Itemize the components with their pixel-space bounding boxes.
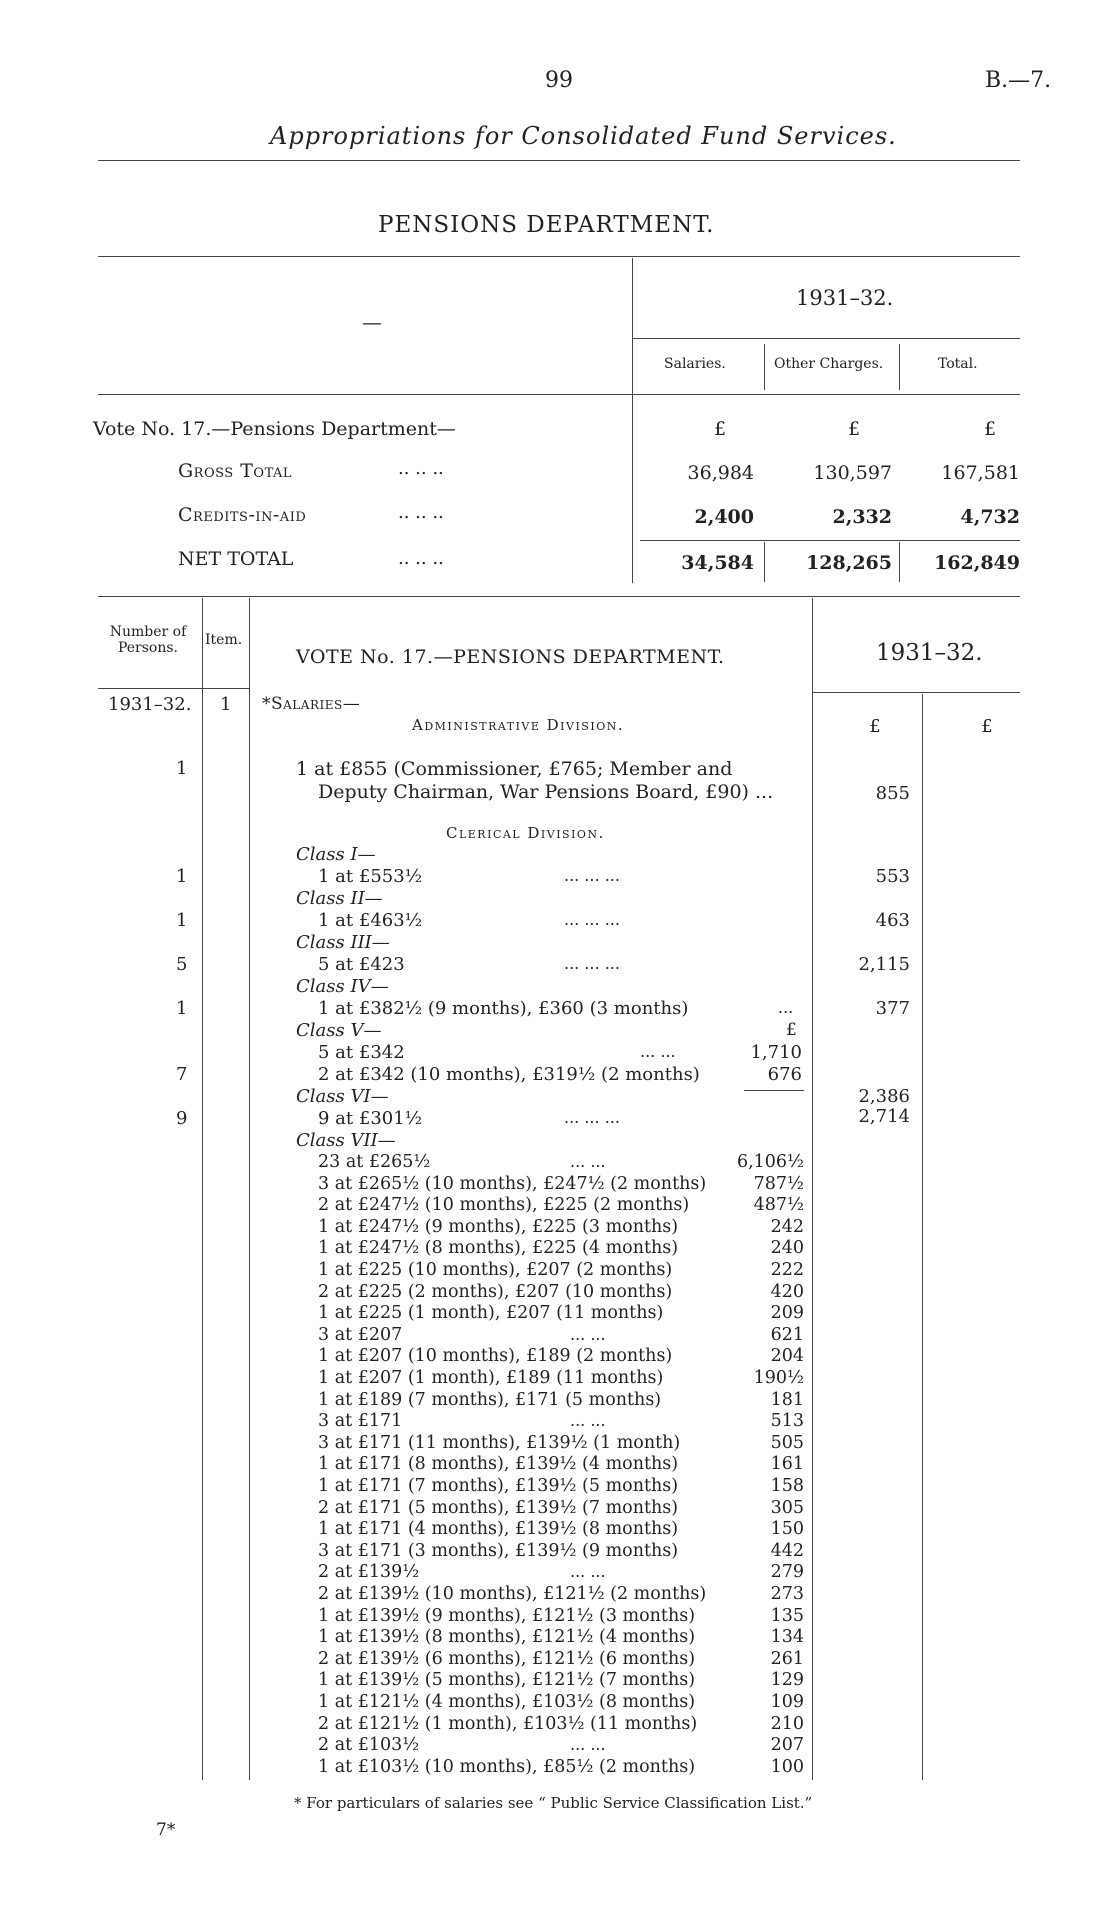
class-vii-line: 2 at £103½: [318, 1735, 420, 1755]
class-vii-sub-amount: 150: [770, 1519, 804, 1539]
gross-total-dots: .. .. ..: [398, 458, 444, 479]
clerical-division-heading: Clerical Division.: [446, 824, 605, 842]
administrative-division-heading: Administrative Division.: [412, 716, 625, 734]
class-i-label: Class I—: [296, 844, 376, 865]
persons-col-divider: [202, 598, 203, 1780]
currency-other: £: [847, 418, 861, 440]
class-vii-line: 2 at £139½: [318, 1562, 420, 1582]
class-vii-sub-amount: 209: [770, 1303, 804, 1323]
total-col-divider: [922, 694, 923, 1780]
class-iv-label: Class IV—: [296, 976, 389, 997]
col-divider-2: [899, 344, 900, 390]
class-i-dots: ... ... ...: [564, 866, 620, 885]
item-col-divider: [249, 598, 250, 1780]
class-vii-sub-amount: 420: [770, 1282, 804, 1302]
class-vii-dots: ... ...: [570, 1562, 606, 1581]
class-vi-label: Class VI—: [296, 1086, 389, 1107]
class-vii-sub-amount: 279: [770, 1562, 804, 1582]
gross-total-total: 167,581: [941, 462, 1020, 484]
class-vii-line: 1 at £207 (1 month), £189 (11 months): [318, 1368, 664, 1388]
class-ii-dots: ... ... ...: [564, 910, 620, 929]
col-divider-1: [764, 344, 765, 390]
class-iii-label: Class III—: [296, 932, 390, 953]
class-ii-amount: 463: [875, 910, 910, 931]
class-vii-dots: ... ...: [570, 1325, 606, 1344]
currency-total: £: [983, 418, 997, 440]
class-v-amount: 2,386: [858, 1086, 910, 1107]
class-vii-line: 1 at £189 (7 months), £171 (5 months): [318, 1390, 662, 1410]
class-vii-dots: ... ...: [570, 1735, 606, 1754]
summary-year: 1931–32.: [796, 286, 894, 310]
class-vii-sub-amount: 487½: [753, 1195, 804, 1215]
class-vii-dots: ... ...: [570, 1152, 606, 1171]
class-v-line-2: 2 at £342 (10 months), £319½ (2 months): [318, 1064, 700, 1085]
currency-amount: £: [869, 716, 881, 737]
class-iii-dots: ... ... ...: [564, 954, 620, 973]
class-iv-line: 1 at £382½ (9 months), £360 (3 months): [318, 998, 689, 1019]
class-vii-line: 23 at £265½: [318, 1152, 431, 1172]
class-vii-line: 2 at £121½ (1 month), £103½ (11 months): [318, 1714, 698, 1734]
gross-total-salaries: 36,984: [687, 462, 754, 484]
class-vii-sub-amount: 161: [770, 1454, 804, 1474]
class-vii-sub-amount: 158: [770, 1476, 804, 1496]
class-vii-line: 3 at £171 (11 months), £139½ (1 month): [318, 1433, 681, 1453]
class-vii-line: 3 at £171: [318, 1411, 403, 1431]
col-other-charges: Other Charges.: [774, 356, 884, 372]
class-vii-line: 1 at £247½ (8 months), £225 (4 months): [318, 1238, 679, 1258]
class-vii-sub-amount: 210: [770, 1714, 804, 1734]
class-vii-line: 1 at £139½ (8 months), £121½ (4 months): [318, 1627, 696, 1647]
net-col-divider-2: [899, 542, 900, 582]
class-vii-sub-amount: 109: [770, 1692, 804, 1712]
summary-header-rule: [98, 394, 1020, 395]
class-vii-sub-amount: 6,106½: [736, 1152, 804, 1172]
class-iv-persons: 1: [176, 998, 188, 1019]
credits-in-aid-other: 2,332: [832, 506, 892, 528]
class-vii-line: 1 at £207 (10 months), £189 (2 months): [318, 1346, 673, 1366]
class-iii-persons: 5: [176, 954, 188, 975]
class-vii-line: 1 at £171 (8 months), £139½ (4 months): [318, 1454, 679, 1474]
header-rule: [98, 160, 1020, 161]
class-vii-sub-amount: 190½: [753, 1368, 804, 1388]
class-vii-sub-amount: 134: [770, 1627, 804, 1647]
credits-in-aid-salaries: 2,400: [694, 506, 754, 528]
class-v-persons: 7: [176, 1064, 188, 1085]
class-vii-sub-amount: 621: [770, 1325, 804, 1345]
class-v-currency: £: [786, 1020, 797, 1040]
class-ii-label: Class II—: [296, 888, 383, 909]
class-vii-sub-amount: 305: [770, 1498, 804, 1518]
class-iii-line: 5 at £423: [318, 954, 405, 975]
class-iii-amount: 2,115: [858, 954, 910, 975]
class-vii-line: 3 at £171 (3 months), £139½ (9 months): [318, 1541, 679, 1561]
class-vii-sub-amount: 261: [770, 1649, 804, 1669]
class-vii-sub-amount: 442: [770, 1541, 804, 1561]
class-iv-dots: ...: [778, 998, 794, 1017]
summary-dash: —: [362, 310, 382, 334]
class-vii-sub-amount: 787½: [753, 1174, 804, 1194]
gross-total-label: Gross Total: [178, 460, 293, 482]
admin-amount: 855: [875, 783, 910, 804]
admin-line-2: Deputy Chairman, War Pensions Board, £90) ...: [318, 781, 774, 803]
department-title: PENSIONS DEPARTMENT.: [378, 212, 715, 238]
class-vii-dots: ... ...: [570, 1411, 606, 1430]
class-vii-sub-amount: 222: [770, 1260, 804, 1280]
class-ii-persons: 1: [176, 910, 188, 931]
col-item: Item.: [205, 632, 243, 648]
class-vi-dots: ... ... ...: [564, 1108, 620, 1127]
class-vi-persons: 9: [176, 1108, 188, 1129]
summary-top-rule: [98, 256, 1020, 257]
summary-year-rule: [632, 338, 1020, 339]
currency-salaries: £: [713, 418, 727, 440]
class-vii-line: 1 at £171 (7 months), £139½ (5 months): [318, 1476, 679, 1496]
net-total-other: 128,265: [806, 552, 892, 574]
class-vi-amount: 2,714: [858, 1106, 910, 1127]
detail-year: 1931–32.: [876, 640, 983, 666]
class-v-sub-2: 676: [767, 1064, 802, 1085]
detail-top-rule: [98, 596, 1020, 597]
class-v-line-1: 5 at £342: [318, 1042, 405, 1063]
class-vi-line: 9 at £301½: [318, 1108, 423, 1129]
class-vii-label: Class VII—: [296, 1130, 396, 1151]
footnote: * For particulars of salaries see “ Public Service Classification List.”: [294, 1794, 813, 1812]
class-vii-line: 2 at £171 (5 months), £139½ (7 months): [318, 1498, 679, 1518]
summary-divider: [632, 258, 633, 583]
net-total-total: 162,849: [934, 552, 1020, 574]
vote-label: Vote No. 17.—Pensions Department—: [93, 418, 456, 440]
class-vii-line: 1 at £103½ (10 months), £85½ (2 months): [318, 1757, 696, 1777]
document-reference: B.—7.: [985, 68, 1052, 93]
class-v-dots-1: ... ...: [640, 1042, 676, 1061]
class-vii-sub-amount: 513: [770, 1411, 804, 1431]
class-vii-line: 1 at £225 (1 month), £207 (11 months): [318, 1303, 664, 1323]
admin-line-1: 1 at £855 (Commissioner, £765; Member and: [296, 758, 733, 780]
class-i-line: 1 at £553½: [318, 866, 423, 887]
class-vii-sub-amount: 273: [770, 1584, 804, 1604]
credits-in-aid-label: Credits-in-aid: [178, 504, 307, 526]
class-vii-sub-amount: 181: [770, 1390, 804, 1410]
page-subtitle: Appropriations for Consolidated Fund Services.: [270, 122, 897, 150]
page-number: 99: [545, 68, 573, 93]
net-col-divider-1: [764, 542, 765, 582]
class-i-persons: 1: [176, 866, 188, 887]
net-total-salaries: 34,584: [681, 552, 754, 574]
persons-year: 1931–32.: [108, 694, 192, 715]
class-vii-sub-amount: 207: [770, 1735, 804, 1755]
currency-total: £: [981, 716, 993, 737]
class-vii-sub-amount: 135: [770, 1606, 804, 1626]
class-vii-sub-amount: 100: [770, 1757, 804, 1777]
col-number-of-persons: Number of Persons.: [109, 624, 187, 656]
class-vii-line: 1 at £225 (10 months), £207 (2 months): [318, 1260, 673, 1280]
class-i-amount: 553: [875, 866, 910, 887]
class-vii-line: 2 at £225 (2 months), £207 (10 months): [318, 1282, 673, 1302]
persons-header-rule: [98, 688, 202, 689]
signature-mark: 7*: [156, 1820, 176, 1840]
class-vii-sub-amount: 505: [770, 1433, 804, 1453]
class-iv-amount: 377: [875, 998, 910, 1019]
class-vii-line: 3 at £207: [318, 1325, 403, 1345]
detail-title: VOTE No. 17.—PENSIONS DEPARTMENT.: [296, 646, 725, 668]
class-vii-line: 1 at £247½ (9 months), £225 (3 months): [318, 1217, 679, 1237]
amount-header-rule: [812, 692, 1020, 693]
class-ii-line: 1 at £463½: [318, 910, 423, 931]
credits-in-aid-dots: .. .. ..: [398, 502, 444, 523]
item-number: 1: [220, 694, 232, 715]
class-vii-sub-amount: 129: [770, 1670, 804, 1690]
salaries-heading: *Salaries—: [262, 694, 361, 714]
net-total-dots: .. .. ..: [398, 548, 444, 569]
class-vii-line: 1 at £171 (4 months), £139½ (8 months): [318, 1519, 679, 1539]
class-vii-line: 3 at £265½ (10 months), £247½ (2 months): [318, 1174, 707, 1194]
class-vii-sub-amount: 204: [770, 1346, 804, 1366]
gross-total-other: 130,597: [813, 462, 892, 484]
class-vii-line: 2 at £139½ (6 months), £121½ (6 months): [318, 1649, 696, 1669]
class-vii-sub-amount: 240: [770, 1238, 804, 1258]
net-total-rule: [640, 540, 1020, 541]
class-vii-line: 1 at £139½ (5 months), £121½ (7 months): [318, 1670, 696, 1690]
net-total-label: NET TOTAL: [178, 548, 294, 570]
class-vii-line: 2 at £247½ (10 months), £225 (2 months): [318, 1195, 690, 1215]
class-vii-line: 1 at £121½ (4 months), £103½ (8 months): [318, 1692, 696, 1712]
col-salaries: Salaries.: [664, 356, 726, 372]
admin-persons: 1: [176, 758, 188, 779]
item-header-rule: [202, 688, 249, 689]
class-vii-line: 1 at £139½ (9 months), £121½ (3 months): [318, 1606, 696, 1626]
amount-col-divider: [812, 598, 813, 1780]
class-vii-line: 2 at £139½ (10 months), £121½ (2 months): [318, 1584, 707, 1604]
class-vii-sub-amount: 242: [770, 1217, 804, 1237]
class-v-sub-1: 1,710: [750, 1042, 802, 1063]
col-total: Total.: [938, 356, 978, 372]
class-v-label: Class V—: [296, 1020, 382, 1041]
class-v-sum-rule: [744, 1090, 804, 1091]
credits-in-aid-total: 4,732: [960, 506, 1020, 528]
